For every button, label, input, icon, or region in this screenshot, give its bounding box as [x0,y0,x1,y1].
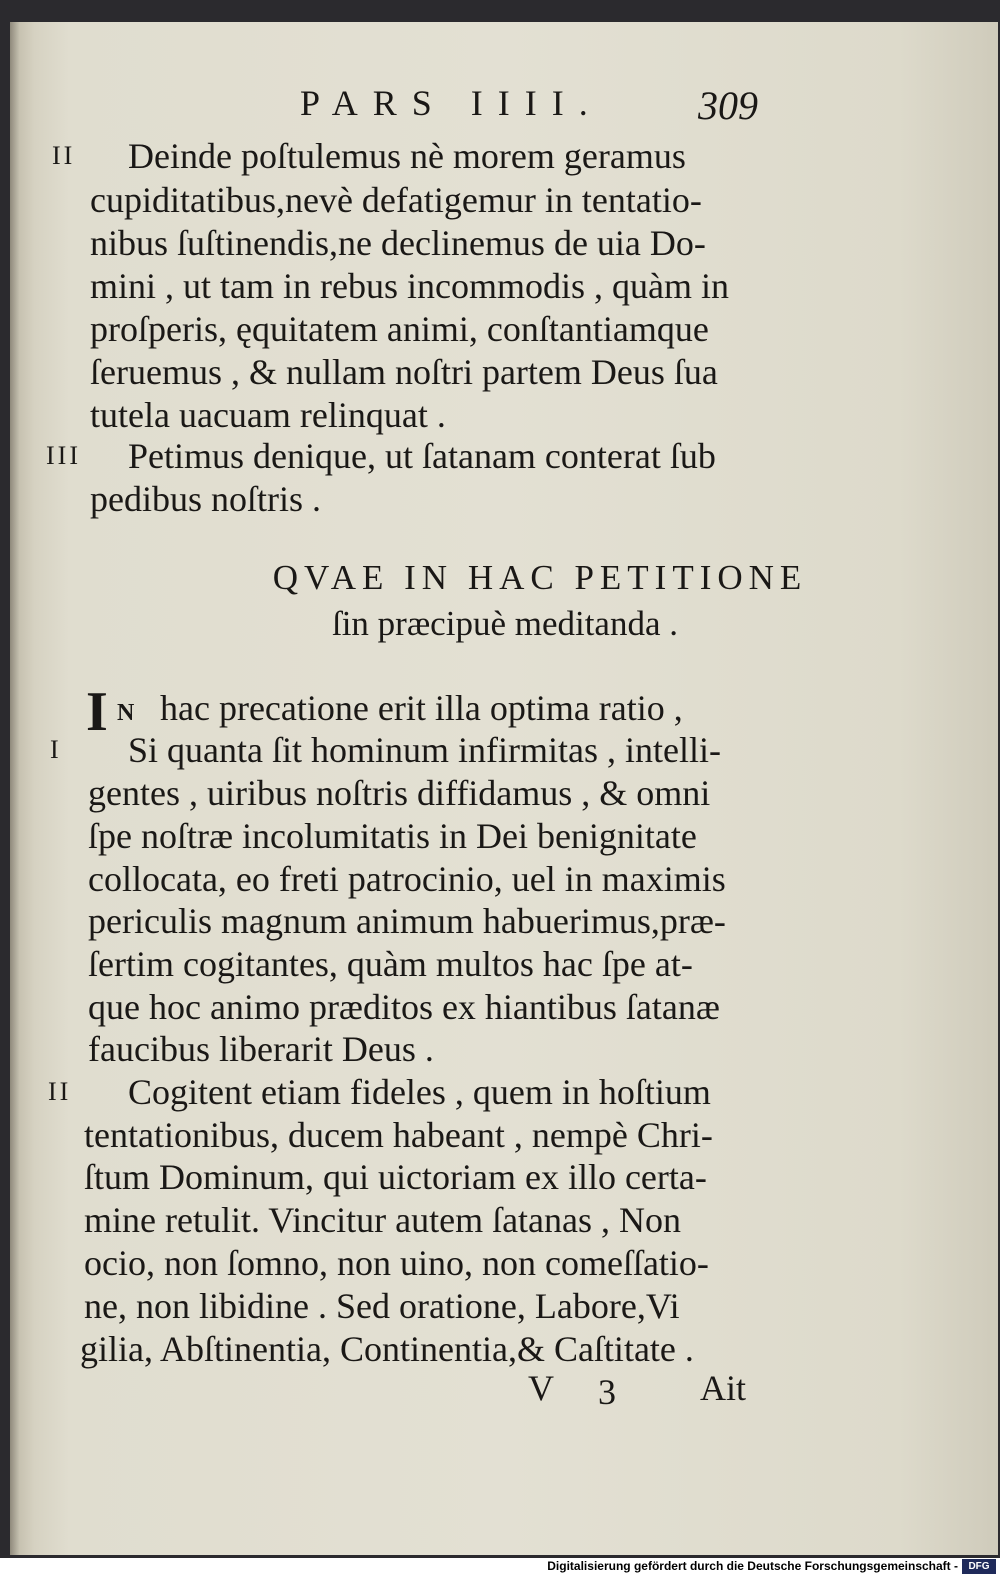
margin-numeral: II [48,1077,72,1106]
text-line: ſeruemus , & nullam noſtri partem Deus ſua [90,352,718,392]
text-line: Si quanta ſit hominum infirmitas , intelli- [128,730,721,770]
signature-number: 3 [598,1372,616,1412]
text-line: tentationibus, ducem habeant , nempè Chri- [84,1115,713,1155]
catchword: Ait [700,1368,747,1408]
text-line: Deinde poſtulemus nè morem geramus [128,136,686,176]
drop-initial: I [86,681,108,743]
dfg-logo-icon: DFG [962,1559,996,1574]
text-line: collocata, eo freti patrocinio, uel in maximis [88,859,726,899]
text-line: mini , ut tam in rebus incommodis , quàm in [90,266,729,306]
text-line: hac precatione erit illa optima ratio , [160,688,683,728]
text-line: cupiditatibus,nevè defatigemur in tentatio- [90,180,702,220]
text-line: periculis magnum animum habuerimus,præ- [88,901,726,941]
text-line: que hoc animo præditos ex hiantibus ſatanæ [88,987,720,1027]
text-line: ſtum Dominum, qui uictoriam ex illo certa- [84,1157,707,1197]
signature-line [0,1366,1000,1410]
text-line: tutela uacuam relinquat . [90,395,446,435]
text-line: nibus ſuſtinendis,ne declinemus de uia Do- [90,223,706,263]
text-line: ne, non libidine . Sed oratione, Labore,Vi [84,1286,680,1326]
text-line: ſpe noſtræ incolumitatis in Dei benignitate [88,816,697,856]
margin-numeral: I [50,735,62,764]
page-header [0,82,1000,132]
text-line: gilia, Abſtinentia, Continentia,& Caſtitate . [80,1329,694,1369]
text-line: ocio, non ſomno, non uino, non comeſſatio- [84,1243,709,1283]
page-number: 309 [698,83,758,128]
text-line: proſperis, ęquitatem animi, conſtantiamque [90,309,709,349]
signature-mark: V [528,1368,554,1408]
margin-numeral: III [46,441,81,470]
text-line: Cogitent etiam fideles , quem in hoſtium [128,1072,711,1112]
text-line: Petimus denique, ut ſatanam conterat ſub [128,436,716,476]
funding-credit: Digitalisierung gefördert durch die Deutsche Forschungsgemeinschaft - [547,1559,958,1573]
text-line: mine retulit. Vincitur autem ſatanas , Non [84,1200,682,1240]
text-line: gentes , uiribus noſtris diffidamus , & omni [88,773,711,813]
text-line: ſertim cogitantes, quàm multos hac ſpe at- [88,944,693,984]
footer-bar [0,1558,1000,1577]
text-line: pedibus noſtris . [90,479,321,519]
text-line: faucibus liberarit Deus . [88,1029,434,1069]
margin-numeral: II [52,141,76,170]
initial-small-caps: N [117,700,135,726]
running-title: PARS IIII. [300,83,603,123]
section-subheading: ſin præcipuè meditanda . [331,604,679,643]
section-heading: QVAE IN HAC PETITIONE [272,558,808,597]
